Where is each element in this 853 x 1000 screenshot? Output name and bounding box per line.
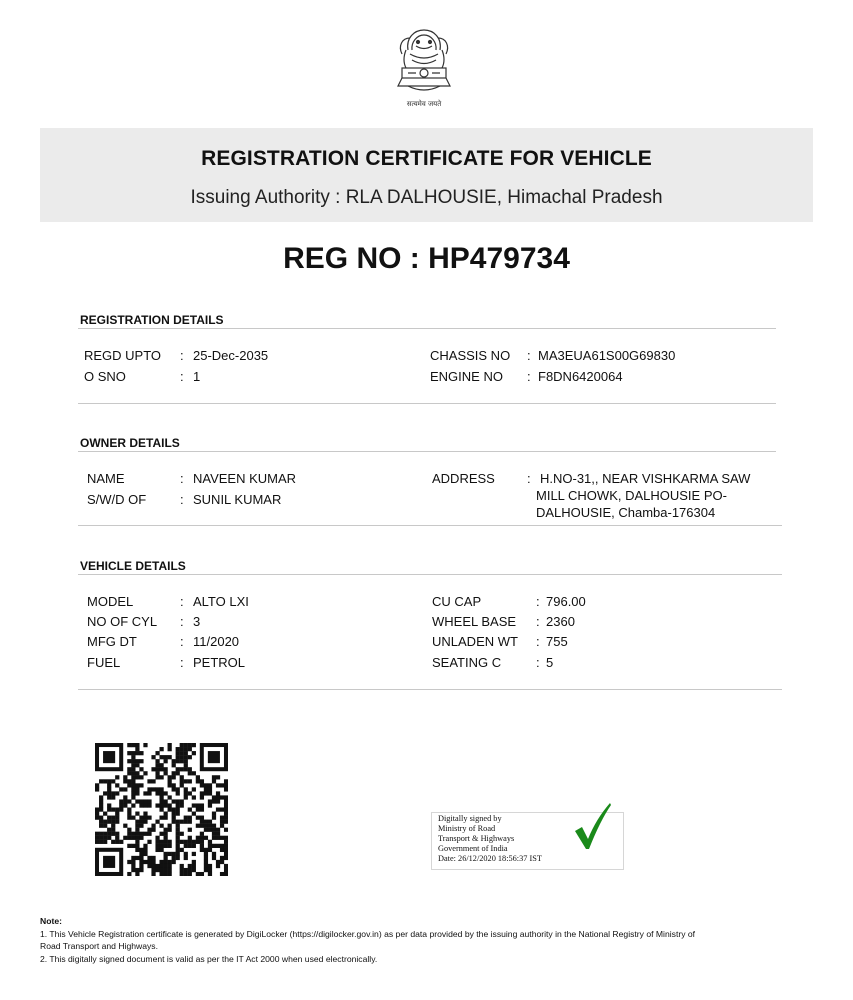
divider (78, 403, 776, 404)
seating-label: SEATING C (432, 655, 502, 670)
registration-number: REG NO : HP479734 (283, 242, 570, 275)
note-line-2: Road Transport and Highways. (40, 941, 158, 951)
certificate-title: REGISTRATION CERTIFICATE FOR VEHICLE (201, 147, 652, 170)
divider (78, 451, 776, 452)
qr-code (95, 743, 228, 876)
checkmark-icon (572, 801, 612, 851)
colon: : (527, 369, 531, 384)
divider (78, 574, 782, 575)
colon: : (536, 614, 540, 629)
vehicle-details-title: VEHICLE DETAILS (80, 559, 186, 573)
address-label: ADDRESS (432, 471, 495, 486)
chassis-label: CHASSIS NO (430, 348, 511, 363)
signature-date: Date: 26/12/2020 18:56:37 IST (438, 854, 542, 863)
fuel-label: FUEL (87, 655, 121, 670)
colon: : (180, 348, 184, 363)
divider (78, 328, 776, 329)
cyl-value: 3 (193, 614, 201, 629)
colon: : (536, 634, 540, 649)
name-value: NAVEEN KUMAR (193, 471, 297, 486)
registration-details-title: REGISTRATION DETAILS (80, 313, 224, 327)
divider (78, 689, 782, 690)
seating-value: 5 (546, 655, 554, 670)
model-label: MODEL (87, 594, 134, 609)
mfg-label: MFG DT (87, 634, 137, 649)
qr-code-icon (95, 743, 228, 876)
swd-label: S/W/D OF (87, 492, 147, 507)
cyl-label: NO OF CYL (87, 614, 158, 629)
owner-details-title: OWNER DETAILS (80, 436, 180, 450)
model-value: ALTO LXI (193, 594, 249, 609)
colon: : (527, 471, 531, 486)
address-line-3: DALHOUSIE, Chamba-176304 (536, 505, 716, 520)
osno-value: 1 (193, 369, 201, 384)
digital-signature (431, 812, 624, 870)
note-line-1: 1. This Vehicle Registration certificate is generated by DigiLocker (https://digilocker.gov.in) as per data provided by the issuing authority in the National Registry of Ministry of (40, 929, 696, 939)
engine-value: F8DN6420064 (538, 369, 623, 384)
signature-line-4: Government of India (438, 844, 508, 853)
name-label: NAME (87, 471, 125, 486)
colon: : (180, 655, 184, 670)
unladen-label: UNLADEN WT (432, 634, 518, 649)
address-line-2: MILL CHOWK, DALHOUSIE PO- (536, 488, 727, 503)
signature-line-1: Digitally signed by (438, 814, 502, 823)
regd-upto-label: REGD UPTO (84, 348, 162, 363)
fuel-value: PETROL (193, 655, 246, 670)
colon: : (180, 594, 184, 609)
national-emblem (388, 20, 460, 112)
swd-value: SUNIL KUMAR (193, 492, 282, 507)
colon: : (180, 492, 184, 507)
mfg-value: 11/2020 (193, 634, 240, 649)
colon: : (536, 655, 540, 670)
colon: : (180, 614, 184, 629)
colon: : (180, 634, 184, 649)
colon: : (180, 369, 184, 384)
regd-upto-value: 25-Dec-2035 (193, 348, 269, 363)
colon: : (536, 594, 540, 609)
emblem-motto: सत्यमेव जयते (406, 100, 442, 108)
colon: : (180, 471, 184, 486)
address-line-1: H.NO-31,, NEAR VISHKARMA SAW (540, 471, 751, 486)
signature-line-3: Transport & Highways (438, 834, 515, 843)
certificate-header (40, 128, 813, 222)
osno-label: O SNO (84, 369, 126, 384)
unladen-value: 755 (546, 634, 568, 649)
cucap-label: CU CAP (432, 594, 482, 609)
cucap-value: 796.00 (546, 594, 586, 609)
chassis-value: MA3EUA61S00G69830 (538, 348, 676, 363)
signature-line-2: Ministry of Road (438, 824, 496, 833)
issuing-authority: Issuing Authority : RLA DALHOUSIE, Himachal Pradesh (190, 187, 663, 208)
divider (78, 525, 782, 526)
wheelbase-label: WHEEL BASE (432, 614, 517, 629)
wheelbase-value: 2360 (546, 614, 575, 629)
national-emblem-icon (388, 20, 460, 98)
colon: : (527, 348, 531, 363)
note-title: Note: (40, 916, 62, 926)
engine-label: ENGINE NO (430, 369, 503, 384)
note-line-3: 2. This digitally signed document is valid as per the IT Act 2000 when used electronically. (40, 954, 378, 964)
